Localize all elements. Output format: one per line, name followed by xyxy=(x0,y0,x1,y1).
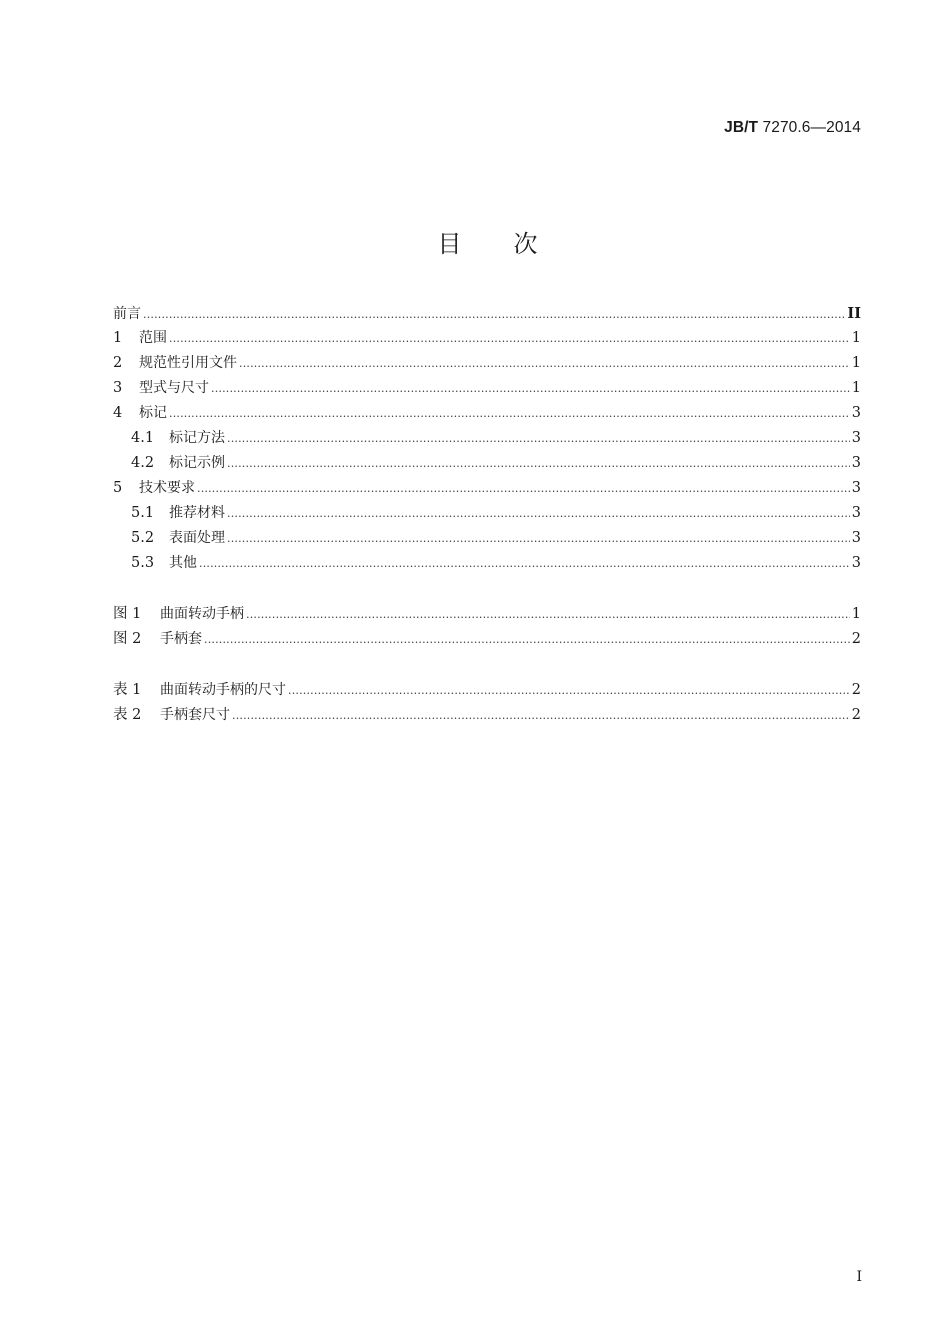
toc-page: 3 xyxy=(851,555,861,571)
toc-page: 3 xyxy=(851,455,861,471)
toc-label: 标记方法 xyxy=(169,430,225,446)
toc-entry-marking-example[interactable] xyxy=(113,451,861,476)
toc-number: 5.2 xyxy=(131,530,155,546)
leader-dots xyxy=(227,526,850,551)
spacer xyxy=(113,576,861,602)
leader-dots xyxy=(227,501,850,526)
toc-number: 5 xyxy=(113,480,123,496)
standard-number xyxy=(724,119,861,137)
toc-number: 表 1 xyxy=(113,682,142,698)
toc-label: 前言 xyxy=(113,306,141,322)
toc-label: 手柄套 xyxy=(160,631,202,647)
toc-number: 图 1 xyxy=(113,606,142,622)
toc-number: 表 2 xyxy=(113,707,142,723)
toc-page: 3 xyxy=(851,430,861,446)
toc-entry-recommended-materials[interactable] xyxy=(113,501,861,526)
toc-entry-surface-treatment[interactable] xyxy=(113,526,861,551)
toc-label: 型式与尺寸 xyxy=(139,380,209,396)
toc-page: 1 xyxy=(851,330,861,346)
toc-page: 1 xyxy=(851,355,861,371)
toc-page: 3 xyxy=(851,505,861,521)
leader-dots xyxy=(246,602,850,627)
standard-prefix: JB/T xyxy=(724,119,759,136)
toc-number: 4.1 xyxy=(131,430,155,446)
toc-entry-marking-method[interactable] xyxy=(113,426,861,451)
leader-dots xyxy=(288,678,850,703)
leader-dots xyxy=(199,551,850,576)
toc-number: 1 xyxy=(113,330,123,346)
toc-page: 3 xyxy=(851,405,861,421)
toc-entry-scope[interactable] xyxy=(113,326,861,351)
toc-page: 3 xyxy=(851,530,861,546)
toc-number: 2 xyxy=(113,355,123,371)
toc-entry-normative-references[interactable] xyxy=(113,351,861,376)
toc-number: 4 xyxy=(113,405,123,421)
toc-label: 技术要求 xyxy=(139,480,195,496)
leader-dots xyxy=(197,476,850,501)
leader-dots xyxy=(232,703,850,728)
leader-dots xyxy=(204,627,850,652)
toc-label: 手柄套尺寸 xyxy=(160,707,230,723)
leader-dots xyxy=(169,401,850,426)
toc-entry-figure-1[interactable] xyxy=(113,602,861,627)
toc-number: 4.2 xyxy=(131,455,155,471)
toc-entry-table-1[interactable] xyxy=(113,678,861,703)
toc-number: 5.3 xyxy=(131,555,155,571)
toc-entry-table-2[interactable] xyxy=(113,703,861,728)
spacer xyxy=(113,652,861,678)
leader-dots xyxy=(169,326,850,351)
toc-entry-technical-requirements[interactable] xyxy=(113,476,861,501)
toc-entry-foreword[interactable] xyxy=(113,301,861,326)
leader-dots xyxy=(239,351,850,376)
toc-page: 1 xyxy=(851,380,861,396)
toc-label: 表面处理 xyxy=(169,530,225,546)
page-number: I xyxy=(856,1269,862,1285)
toc-page: 1 xyxy=(851,606,861,622)
toc-number: 3 xyxy=(113,380,123,396)
toc-page: II xyxy=(847,305,861,322)
toc-page: 2 xyxy=(851,631,861,647)
toc-page: 2 xyxy=(851,707,861,723)
toc-number: 图 2 xyxy=(113,631,142,647)
page-title xyxy=(0,224,950,259)
toc-label: 标记 xyxy=(139,405,167,421)
toc-entry-type-and-dimensions[interactable] xyxy=(113,376,861,401)
title-char-2: 次 xyxy=(513,230,538,258)
title-char-1: 目 xyxy=(437,230,462,258)
toc-entry-marking[interactable] xyxy=(113,401,861,426)
toc-label: 其他 xyxy=(169,555,197,571)
toc-page: 2 xyxy=(851,682,861,698)
leader-dots xyxy=(227,451,850,476)
toc-label: 规范性引用文件 xyxy=(139,355,237,371)
toc-label: 推荐材料 xyxy=(169,505,225,521)
toc-label: 标记示例 xyxy=(169,455,225,471)
toc-entry-others[interactable] xyxy=(113,551,861,576)
toc-label: 曲面转动手柄 xyxy=(160,606,244,622)
leader-dots xyxy=(211,376,850,401)
toc-label: 范围 xyxy=(139,330,167,346)
toc-entry-figure-2[interactable] xyxy=(113,627,861,652)
toc-page: 3 xyxy=(851,480,861,496)
toc-label: 曲面转动手柄的尺寸 xyxy=(160,682,286,698)
table-of-contents xyxy=(113,301,861,728)
leader-dots xyxy=(227,426,850,451)
leader-dots xyxy=(143,302,845,327)
toc-number: 5.1 xyxy=(131,505,155,521)
standard-code: 7270.6—2014 xyxy=(758,119,861,136)
